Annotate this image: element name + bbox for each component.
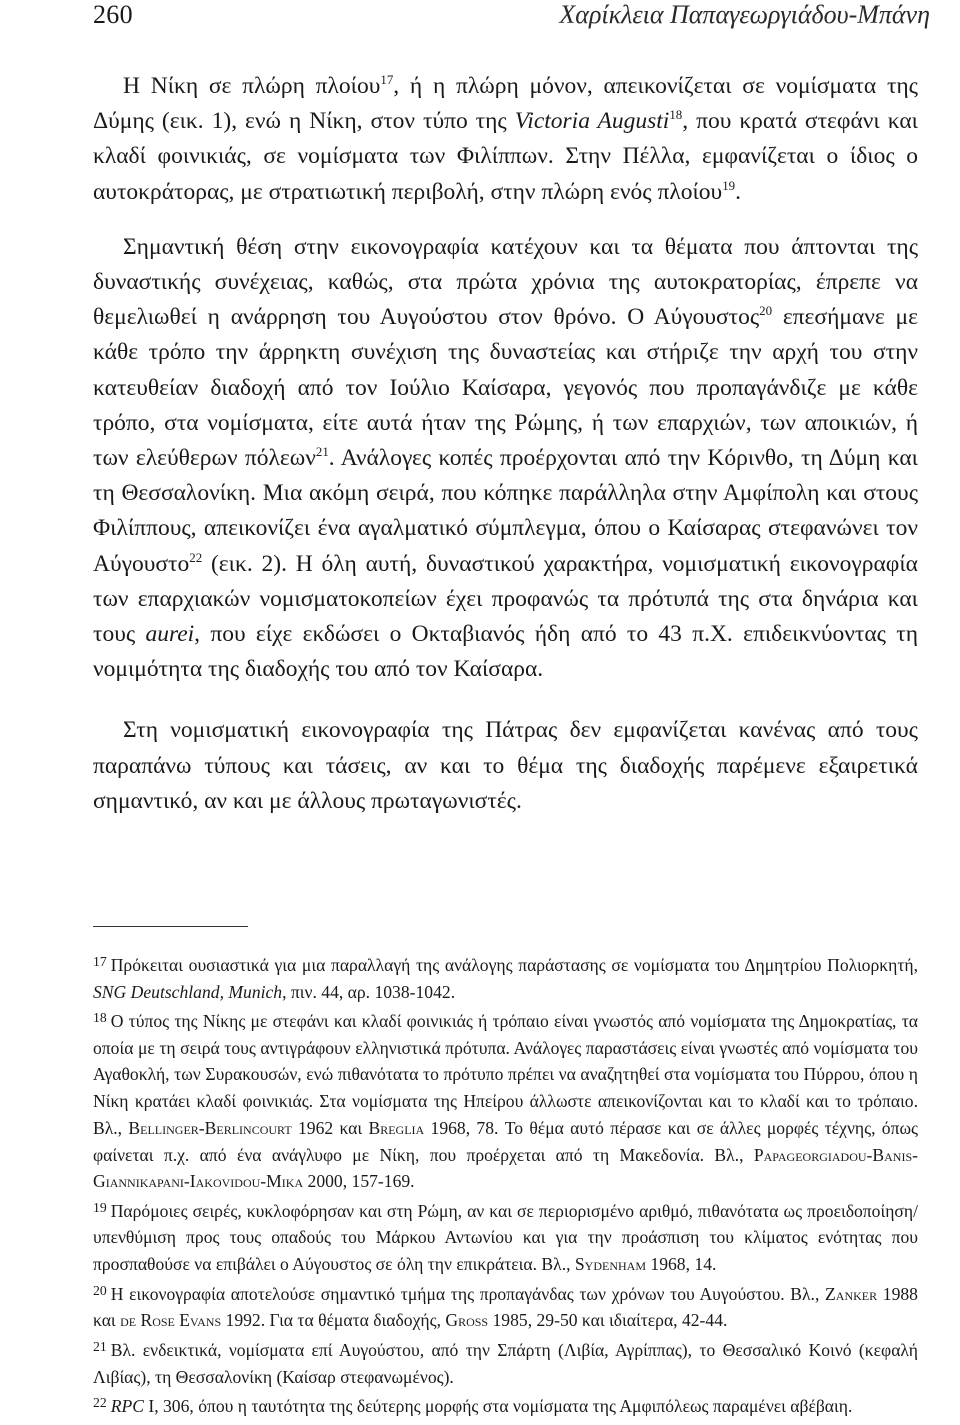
latin-term: aurei	[145, 621, 195, 648]
footnote-ref-18[interactable]: 18	[669, 107, 683, 123]
footnote-number: 20	[93, 1282, 107, 1298]
page-number: 260	[93, 0, 133, 29]
citation-author: Breglia	[368, 1117, 425, 1138]
footnote-number: 19	[93, 1199, 107, 1215]
latin-term: Victoria Augusti	[514, 108, 670, 135]
footnote-ref-19[interactable]: 19	[722, 177, 736, 193]
footnote-18: $^{18}$ Ο τύπος της Νίκης με στεφάνι και κλαδί φοινικιάς ή τρόπαιο είναι γνωστός από νομίσματα της Δημοκρατίας, τα οποία με τη σειρά τους αντιγράφουν ελληνιστικά πρότυπα. Ανάλογες παραστάσεις είναι γνωστές από νομίσματα του Αγαθοκλή, των Συρακουσών, ενώ πιθανότατα το πρότυπο πρέπει να αναζητηθεί στα νομίσματα του Πύρρου, όπου η Νίκη κρατάει κλαδί φοινικιάς. Στα νομίσματα της Ηπείρου άλλωστε απεικονίζονται και το κλαδί και το τρόπαιο. Βλ., Bellinger-Berlincourt 1962 και Breglia 1968, 78. Το θέμα αυτό πέρασε και σε άλλες μορφές τέχνης, όπως φαίνεται π.χ. από ένα ανάγλυφο με Νίκη, που προέρχεται από τη Μακεδονία. Βλ., Papageorgiadou-Banis-Giannikapani-Iakovidou-Mika 2000, 157-169.	[93, 1010, 919, 1192]
citation-author: Gross	[445, 1310, 489, 1331]
footnotes	[93, 949, 918, 1420]
footnote-ref-20[interactable]: 20	[759, 303, 773, 319]
footnote-20: $^{20}$ Η εικονογραφία αποτελούσε σημαντικό τμήμα της προπαγάνδας των χρόνων του Αυγούστου. Βλ., Zanker 1988 και de Rose Evans 1992. Για τα θέματα διαδοχής, Gross 1985, 29-50 και ιδιαίτερα, 42-44.	[93, 1282, 918, 1331]
citation-author: Zanker	[825, 1283, 878, 1304]
footnote-17: $^{17}$ Πρόκειται ουσιαστικά για μια παραλλαγή της ανάλογης παράστασης σε νομίσματα του Δημητρίου Πολιορκητή, SNG Deutschland, Munich, πιν. 44, αρ. 1038-1042.	[93, 954, 918, 1002]
paragraph: Σημαντική θέση στην εικονογραφία κατέχουν και τα θέματα που άπτονται της δυναστικής συνέχειας, καθώς, στα πρώτα χρόνια της αυτοκρατορίας, έπρεπε να θεμελιωθεί η ανάρρηση του Αυγούστου στον θρόνο. Ο Αύγουστος$^{20}$ επεσήμανε με κάθε τρόπο την άρρηκτη συνέχιση της δυναστείας και στήριζε την αρχή του στην κατευθείαν διαδοχή από τον Ιούλιο Καίσαρα, γεγονός που προπαγάνδιζε με κάθε τρόπο, στα νομίσματα, είτε αυτά ήταν της Ρώμης, ή των επαρχιών, των αποικιών, ή των ελεύθερων πόλεων$^{21}$. Ανάλογες κοπές προέρχονται από την Κόρινθο, τη Δύμη και τη Θεσσαλονίκη. Μια ακόμη σειρά, που κόπηκε παράλληλα στην Αμφίπολη και στους Φιλίππους, απεικονίζει ένα αγαλματικό σύμπλεγμα, όπου ο Καίσαρας στεφανώνει τον Αύγουστο$^{22}$ (εικ. 2). Η όλη αυτή, δυναστικού χαρακτήρα, νομισματική εικονογραφία των επαρχιακών νομισματοκοπείων έχει προφανώς τα πρότυπά της στα δηνάρια και τους aurei, που είχε εκδώσει ο Οκταβιανός ήδη από το 43 π.Χ. επιδεικνύοντας τη νομιμότητα της διαδοχής του από τον Καίσαρα.	[93, 233, 918, 683]
footnote-number: 18	[93, 1010, 107, 1026]
document-page	[93, 0, 930, 1420]
footnote-number: 22	[93, 1395, 107, 1411]
paragraph: Η Νίκη σε πλώρη πλοίου$^{17}$, ή η πλώρη μόνον, απεικονίζεται σε νομίσματα της Δύμης (εικ. 1), ενώ η Νίκη, στον τύπο της Victoria Augusti$^{18}$, που κρατά στεφάνι και κλαδί φοινικιάς, σε νομίσματα των Φιλίππων. Στην Πέλλα, εμφανίζεται ο ίδιος ο αυτοκράτορας, με στρατιωτική περιβολή, στην πλώρη ενός πλοίου$^{19}$.	[93, 72, 918, 205]
footnote-ref-21[interactable]: 21	[315, 444, 329, 460]
citation-author: Papageorgiadou-Banis-Giannikapani-Iakovidou-Mika	[93, 1144, 918, 1192]
page-header	[93, 0, 930, 40]
citation-author: de Rose Evans	[120, 1310, 222, 1331]
footnote-19: $^{19}$ Παρόμοιες σειρές, κυκλοφόρησαν και στη Ρώμη, αν και σε περιορισμένο αριθμό, πιθανότατα ως προειδοποίηση/υπενθύμιση προς τους οπαδούς του Μάρκου Αντωνίου και για την προάσπιση του κλίματος ενότητας που προσπαθούσε να επιβάλει ο Αύγουστος σε όλη την επικράτεια. Βλ., Sydenham 1968, 14.	[93, 1199, 918, 1275]
footnote-ref-22[interactable]: 22	[189, 549, 203, 565]
running-head: Χαρίκλεια Παπαγεωργιάδου-Μπάνη	[559, 0, 930, 29]
citation-author: Sydenham	[574, 1254, 647, 1275]
footnote-separator	[93, 926, 248, 927]
paragraph: Στη νομισματική εικονογραφία της Πάτρας δεν εμφανίζεται κανένας από τους παραπάνω τύπους και τάσεις, αν και το θέμα της διαδοχής παρέμενε εξαιρετικά σημαντικό, αν και με άλλους πρωταγωνιστές.	[93, 717, 918, 814]
footnote-21: $^{21}$ Βλ. ενδεικτικά, νομίσματα επί Αυγούστου, από την Σπάρτη (Λιβία, Αγρίππας), το Θεσσαλικό Κοινό (κεφαλή Λιβίας), τη Θεσσαλονίκη (Καίσαρ στεφανωμένος).	[93, 1339, 918, 1387]
footnote-ref-17[interactable]: 17	[380, 72, 394, 88]
citation-author: Bellinger-Berlincourt	[128, 1117, 292, 1138]
body-text	[93, 69, 918, 819]
footnote-number: 21	[93, 1339, 107, 1355]
footnote-22: $^{22}$ RPC Ι, 306, όπου η ταυτότητα της δεύτερης μορφής στα νομίσματα της Αμφιπόλεως παραμένει αβέβαιη.	[93, 1395, 853, 1417]
footnote-number: 17	[93, 954, 107, 970]
